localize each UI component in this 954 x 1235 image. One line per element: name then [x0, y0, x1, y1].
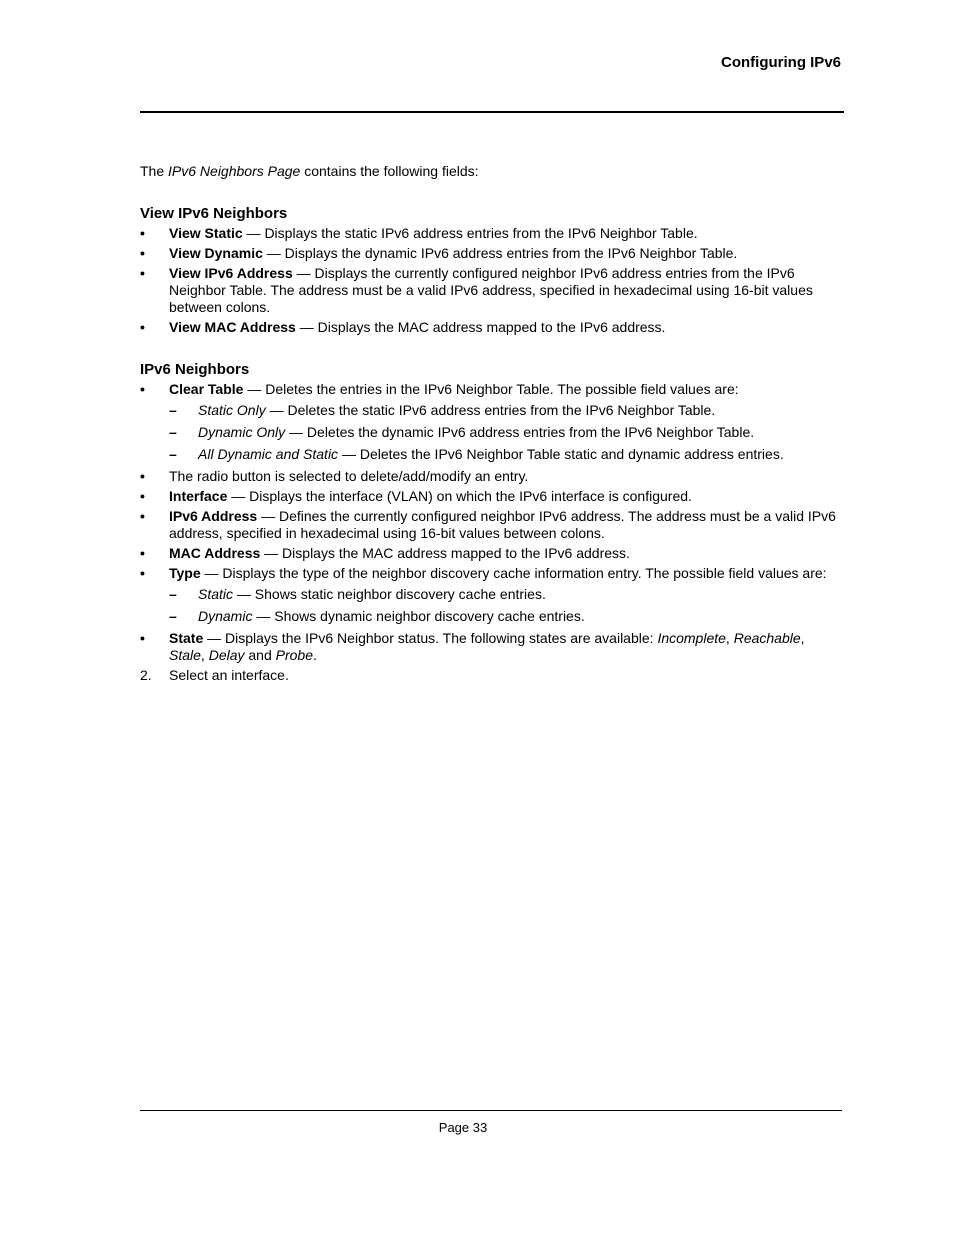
term: Interface	[169, 488, 228, 504]
bullet: •	[140, 468, 145, 484]
separator: ,	[200, 647, 209, 663]
description: — Deletes the dynamic IPv6 address entries from the IPv6 Neighbor Table.	[285, 424, 755, 440]
intro-paragraph	[140, 163, 844, 180]
separator: ,	[800, 630, 805, 646]
description: — Defines the currently configured neighbor IPv6 address. The address must be a valid IPv6 address, specified in hexadecimal using 16-bit values between colons.	[169, 508, 836, 541]
sub-item-static	[169, 586, 844, 603]
intro-page-name: IPv6 Neighbors Page	[168, 163, 301, 179]
intro-post: contains the following fields:	[300, 163, 479, 179]
step-text: Select an interface.	[169, 667, 289, 683]
description: — Displays the currently configured neighbor IPv6 address entries from the IPv6 Neighbor Table. The address must be a valid IPv6 address, specified in hexadecimal using 16-bit values between colons.	[169, 265, 813, 315]
list-item-view-ipv6-address	[140, 265, 844, 316]
list-item-view-static	[140, 225, 844, 242]
sub-item-dynamic-only	[169, 424, 844, 441]
dash: –	[169, 446, 177, 462]
intro-pre: The	[140, 163, 169, 179]
list-item-interface	[140, 488, 844, 505]
bullet: •	[140, 225, 145, 241]
header-divider	[140, 111, 844, 113]
term: Dynamic	[198, 608, 253, 624]
period: .	[313, 647, 317, 663]
bullet: •	[140, 630, 145, 646]
step-number: 2.	[140, 667, 152, 683]
document-body	[140, 163, 844, 687]
description: — Deletes the entries in the IPv6 Neighbor Table. The possible field values are:	[243, 381, 739, 397]
term: View MAC Address	[169, 319, 296, 335]
bullet: •	[140, 245, 145, 261]
description: — Displays the type of the neighbor discovery cache information entry. The possible field values are:	[200, 565, 827, 581]
view-field-list	[140, 225, 844, 336]
term: Clear Table	[169, 381, 244, 397]
bullet: •	[140, 381, 145, 397]
list-item-view-mac-address	[140, 319, 844, 336]
term: IPv6 Address	[169, 508, 258, 524]
term: Dynamic Only	[198, 424, 286, 440]
sub-item-static-only	[169, 402, 844, 419]
dash: –	[169, 586, 177, 602]
term: View Dynamic	[169, 245, 263, 261]
bullet: •	[140, 508, 145, 524]
list-item-mac-address	[140, 545, 844, 562]
clear-table-options	[169, 402, 844, 463]
state-delay: Delay	[208, 647, 245, 663]
bullet: •	[140, 319, 145, 335]
neighbors-field-list	[140, 381, 844, 684]
section-title-view: View IPv6 Neighbors	[140, 205, 288, 222]
dash: –	[169, 608, 177, 624]
term: Type	[169, 565, 201, 581]
list-item-view-dynamic	[140, 245, 844, 262]
page-header-title: Configuring IPv6	[721, 54, 841, 71]
list-item-clear-table	[140, 381, 844, 463]
description: — Displays the IPv6 Neighbor status. The following states are available:	[203, 630, 658, 646]
bullet: •	[140, 565, 145, 581]
footer-divider	[140, 1110, 842, 1111]
type-options	[169, 586, 844, 625]
list-item-radio-button	[140, 468, 844, 485]
page-number: Page 33	[438, 1120, 488, 1135]
sub-item-dynamic	[169, 608, 844, 625]
bullet: •	[140, 488, 145, 504]
list-item-step-2	[140, 667, 844, 684]
term: View IPv6 Address	[169, 265, 293, 281]
bullet: •	[140, 545, 145, 561]
list-item-ipv6-address	[140, 508, 844, 542]
bullet: •	[140, 265, 145, 281]
term: State	[169, 630, 204, 646]
term: Static Only	[198, 402, 266, 418]
term: View Static	[169, 225, 243, 241]
separator: and	[244, 647, 276, 663]
description: The radio button is selected to delete/add/modify an entry.	[169, 468, 529, 484]
term: Static	[198, 586, 234, 602]
description: — Displays the MAC address mapped to the IPv6 address.	[260, 545, 630, 561]
dash: –	[169, 402, 177, 418]
term: All Dynamic and Static	[198, 446, 339, 462]
description: — Displays the dynamic IPv6 address entries from the IPv6 Neighbor Table.	[262, 245, 738, 261]
description: — Displays the static IPv6 address entries from the IPv6 Neighbor Table.	[242, 225, 698, 241]
state-stale: Stale	[169, 647, 201, 663]
state-reachable: Reachable	[733, 630, 801, 646]
state-probe: Probe	[275, 647, 313, 663]
separator: ,	[725, 630, 734, 646]
description: — Displays the interface (VLAN) on which the IPv6 interface is configured.	[227, 488, 692, 504]
description: — Shows static neighbor discovery cache entries.	[233, 586, 546, 602]
list-item-type	[140, 565, 844, 625]
term: MAC Address	[169, 545, 261, 561]
description: — Shows dynamic neighbor discovery cache entries.	[252, 608, 585, 624]
description: — Deletes the IPv6 Neighbor Table static and dynamic address entries.	[338, 446, 784, 462]
sub-item-all-dynamic-static	[169, 446, 844, 463]
section-title-neighbors: IPv6 Neighbors	[140, 361, 250, 378]
dash: –	[169, 424, 177, 440]
description: — Displays the MAC address mapped to the IPv6 address.	[295, 319, 666, 335]
description: — Deletes the static IPv6 address entries from the IPv6 Neighbor Table.	[265, 402, 716, 418]
list-item-state	[140, 630, 844, 664]
state-incomplete: Incomplete	[657, 630, 726, 646]
section-spacer	[140, 339, 844, 361]
